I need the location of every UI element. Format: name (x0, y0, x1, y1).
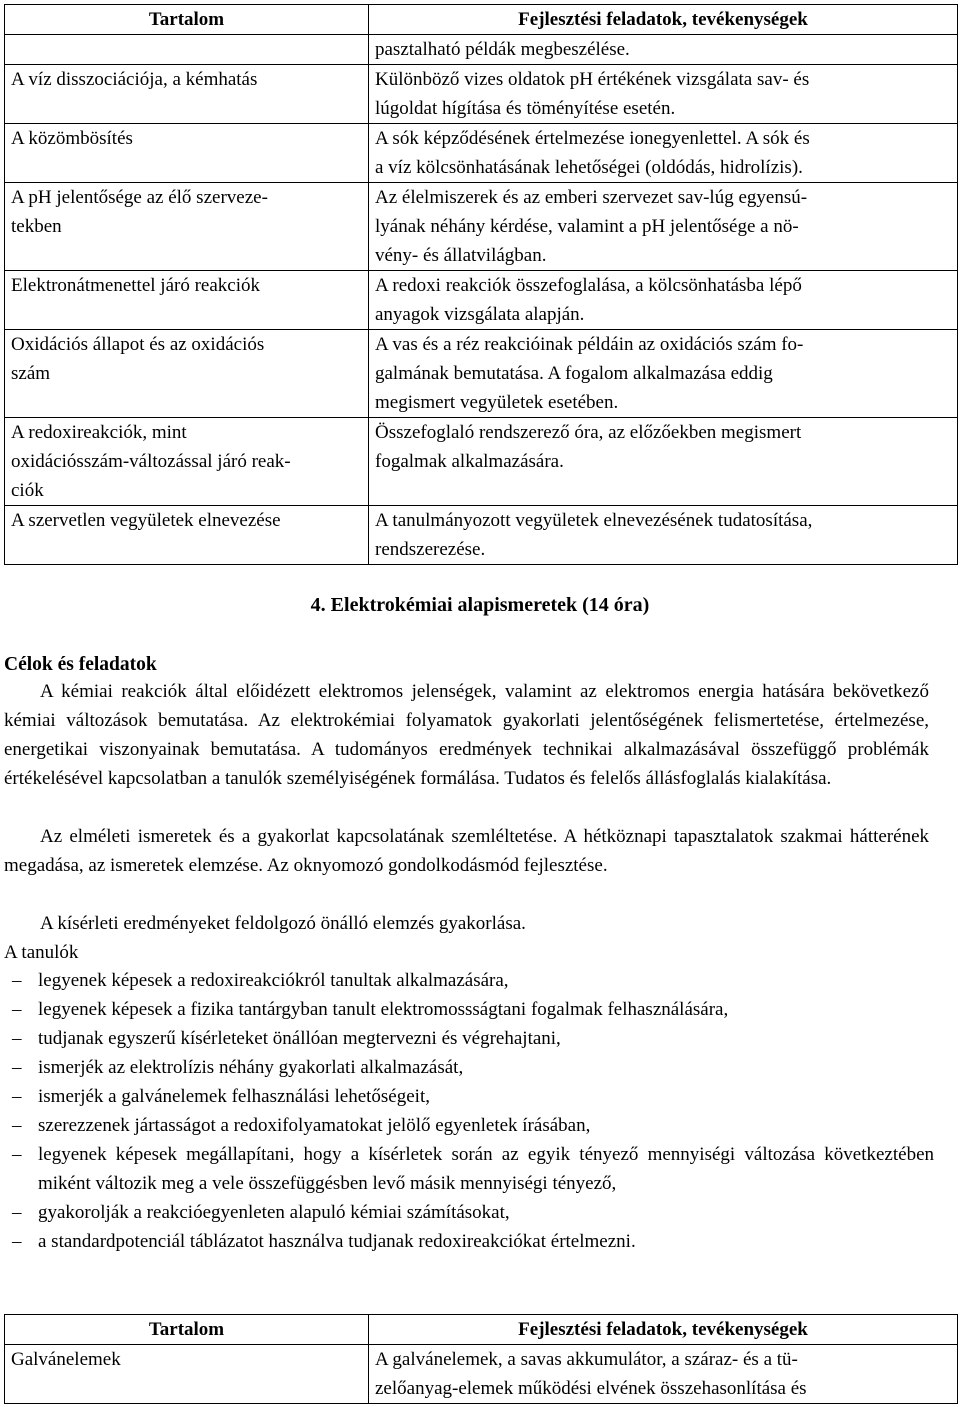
goals-paragraph-3: A kísérleti eredményeket feldolgozó önálló elemzés gyakorlása. (40, 913, 526, 934)
dash-bullet-icon: – (12, 999, 22, 1020)
dash-bullet-icon: – (12, 1231, 22, 1252)
table-row (5, 35, 958, 65)
activity-line: A redoxi reakciók összefoglalása, a kölcsönhatásba lépő (375, 275, 802, 296)
activity-line: pasztalható példák megbeszélése. (375, 39, 630, 60)
activity-line: vény- és állatvilágban. (375, 245, 547, 266)
activity-cell (369, 1345, 958, 1404)
list-item-text: ismerjék az elektrolízis néhány gyakorlati alkalmazását, (38, 1057, 464, 1078)
activity-line: galmának bemutatása. A fogalom alkalmazása eddig (375, 363, 773, 384)
activity-line: A vas és a réz reakcióinak példáin az oxidációs szám fo- (375, 334, 804, 355)
table-row (5, 1345, 958, 1404)
table-row (5, 330, 958, 418)
list-item-text: legyenek képesek a fizika tantárgyban tanult elektromossságtani fogalmak felhasználására, (38, 999, 729, 1020)
activity-line: A sók képződésének értelmezése ionegyenlettel. A sók és (375, 128, 810, 149)
topic-text: oxidációsszám-változással járó reak- (11, 451, 291, 472)
students-label: A tanulók (4, 942, 79, 963)
topic-text: Galvánelemek (11, 1349, 121, 1370)
activity-line: A tanulmányozott vegyületek elnevezésének tudatosítása, (375, 510, 813, 531)
table-header-row (5, 1315, 958, 1345)
activity-line: Különböző vizes oldatok pH értékének vizsgálata sav- és (375, 69, 810, 90)
requirements-list (4, 966, 934, 1256)
topic-cell (5, 330, 369, 418)
activity-line: lyának néhány kérdése, valamint a pH jelentősége a nö- (375, 216, 799, 237)
dash-bullet-icon: – (12, 1115, 22, 1136)
goals-paragraph-2: Az elméleti ismeretek és a gyakorlat kapcsolatának szemléltetése. A hétköznapi tapasztalatok szakmai hátterének megadása, az ismeretek elemzése. Az oknyomozó gondolkodásmód fejlesztése. (4, 826, 929, 876)
topic-cell (5, 418, 369, 506)
table-header-row (5, 5, 958, 35)
list-item (4, 1053, 934, 1082)
list-item (4, 1140, 934, 1198)
list-item-text: a standardpotenciál táblázatot használva tudjanak redoxireakciókat értelmezni. (38, 1231, 636, 1252)
topic-cell (5, 1345, 369, 1404)
topic-text: A redoxireakciók, mint (11, 422, 187, 443)
list-item-text: gyakorolják a reakcióegyenleten alapuló kémiai számításokat, (38, 1202, 510, 1223)
list-item-text: legyenek képesek megállapítani, hogy a kísérletek során az egyik tényező mennyiségi változása következtében miként változik meg a vele összefüggésben levő másik mennyiségi tényező, (38, 1144, 934, 1194)
content-table-bottom (4, 1314, 958, 1404)
activity-line: Összefoglaló rendszerező óra, az előzőekben megismert (375, 422, 802, 443)
content-table-top (4, 4, 958, 565)
topic-cell (5, 506, 369, 565)
goals-heading: Célok és feladatok (4, 654, 157, 675)
topic-cell (5, 271, 369, 330)
list-item (4, 966, 934, 995)
list-item (4, 1227, 934, 1256)
topic-cell (5, 183, 369, 271)
header-tartalom: Tartalom (5, 1315, 369, 1345)
topic-text: A pH jelentősége az élő szerveze- (11, 187, 268, 208)
topic-text: Elektronátmenettel járó reakciók (11, 275, 260, 296)
table-row (5, 124, 958, 183)
activity-line: lúgoldat hígítása és töményítése esetén. (375, 98, 676, 119)
list-item (4, 1024, 934, 1053)
list-item (4, 1111, 934, 1140)
dash-bullet-icon: – (12, 1086, 22, 1107)
activity-line: rendszerezése. (375, 539, 486, 560)
topic-text: A víz disszociációja, a kémhatás (11, 69, 258, 90)
table-row (5, 506, 958, 565)
topic-text: A közömbösítés (11, 128, 133, 149)
topic-text: Oxidációs állapot és az oxidációs (11, 334, 265, 355)
activity-line: a víz kölcsönhatásának lehetőségei (oldódás, hidrolízis). (375, 157, 803, 178)
activity-cell (369, 330, 958, 418)
dash-bullet-icon: – (12, 1057, 22, 1078)
header-fejlesztesi: Fejlesztési feladatok, tevékenységek (369, 1315, 958, 1345)
activity-line: fogalmak alkalmazására. (375, 451, 564, 472)
list-item (4, 995, 934, 1024)
dash-bullet-icon: – (12, 970, 22, 991)
list-item-text: tudjanak egyszerű kísérleteket önállóan megtervezni és végrehajtani, (38, 1028, 561, 1049)
activity-cell (369, 183, 958, 271)
activity-cell (369, 418, 958, 506)
activity-line: A galvánelemek, a savas akkumulátor, a száraz- és a tü- (375, 1349, 798, 1370)
dash-bullet-icon: – (12, 1028, 22, 1049)
activity-line: anyagok vizsgálata alapján. (375, 304, 585, 325)
dash-bullet-icon: – (12, 1202, 22, 1223)
activity-line: zelőanyag-elemek működési elvének összehasonlítása és (375, 1378, 807, 1399)
activity-cell (369, 124, 958, 183)
table-row (5, 418, 958, 506)
topic-text: tekben (11, 216, 62, 237)
topic-text: ciók (11, 480, 44, 501)
activity-line: Az élelmiszerek és az emberi szervezet sav-lúg egyensú- (375, 187, 808, 208)
topic-text: szám (11, 363, 51, 384)
table-row (5, 65, 958, 124)
list-item (4, 1198, 934, 1227)
header-tartalom: Tartalom (5, 5, 369, 35)
topic-cell (5, 65, 369, 124)
dash-bullet-icon: – (12, 1144, 22, 1165)
activity-cell (369, 65, 958, 124)
topic-cell (5, 124, 369, 183)
activity-cell (369, 271, 958, 330)
goals-paragraph-1: A kémiai reakciók által előidézett elektromos jelenségek, valamint az elektromos energia hatására bekövetkező kémiai változások bemutatása. Az elektrokémiai folyamatok gyakorlati jelentőségének felismertetése, értelmezése, energetikai viszonyainak bemutatása. A tudományos eredmények technikai alkalmazásával összefüggő problémák értékelésével kapcsolatban a tanulók személyiségének formálása. Tudatos és felelős állásfoglalás kialakítása. (4, 681, 929, 789)
list-item-text: legyenek képesek a redoxireakciókról tanultak alkalmazására, (38, 970, 509, 991)
section-title: 4. Elektrokémiai alapismeretek (14 óra) (310, 594, 650, 616)
list-item (4, 1082, 934, 1111)
topic-cell (5, 35, 369, 65)
activity-cell (369, 35, 958, 65)
activity-cell (369, 506, 958, 565)
topic-text: A szervetlen vegyületek elnevezése (11, 510, 281, 531)
header-fejlesztesi: Fejlesztési feladatok, tevékenységek (369, 5, 958, 35)
table-row (5, 271, 958, 330)
activity-line: megismert vegyületek esetében. (375, 392, 619, 413)
table-row (5, 183, 958, 271)
list-item-text: ismerjék a galvánelemek felhasználási lehetőségeit, (38, 1086, 430, 1107)
list-item-text: szerezzenek jártasságot a redoxifolyamatokat jelölő egyenletek írásában, (38, 1115, 591, 1136)
